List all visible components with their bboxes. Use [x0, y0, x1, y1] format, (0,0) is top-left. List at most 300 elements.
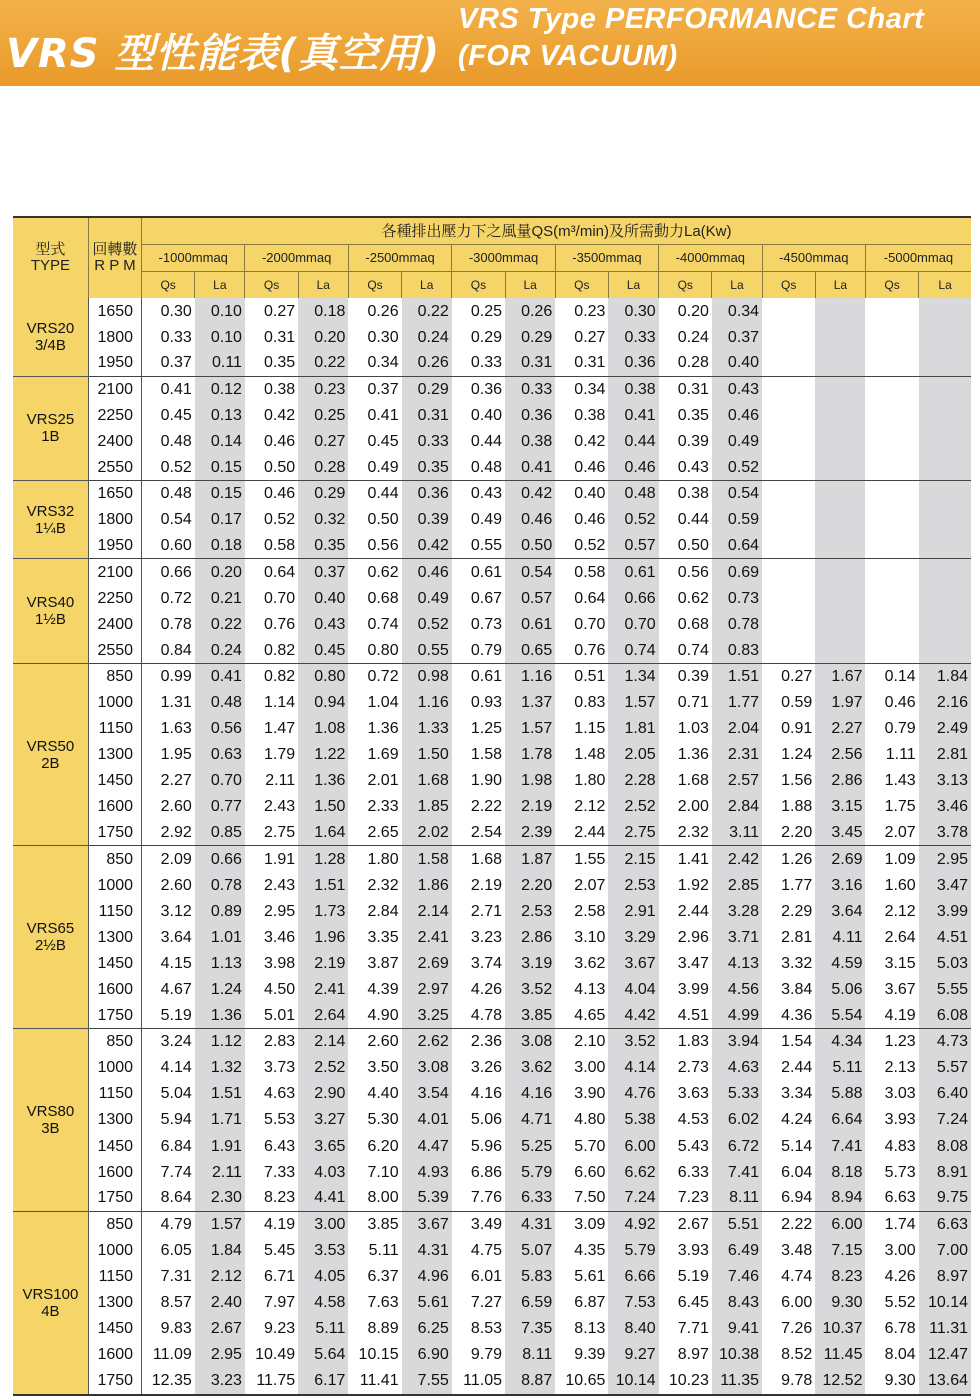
- la-value: 2.64: [298, 1003, 348, 1029]
- la-value: [815, 611, 865, 637]
- qs-value: 2.95: [245, 898, 298, 924]
- rpm-cell: 1650: [88, 298, 141, 324]
- la-value: 7.46: [712, 1263, 762, 1289]
- qs-value: 7.27: [452, 1290, 505, 1316]
- qs-value: 4.39: [348, 976, 401, 1002]
- qs-value: 0.37: [142, 350, 195, 376]
- la-value: 3.52: [608, 1029, 658, 1055]
- la-value: 4.13: [712, 950, 762, 976]
- rpm-cell: 1750: [88, 1003, 141, 1029]
- qs-value: 0.73: [452, 611, 505, 637]
- table-row: [13, 976, 971, 1002]
- table-row: [13, 950, 971, 976]
- la-value: 0.80: [298, 663, 348, 689]
- la-value: 5.07: [505, 1237, 555, 1263]
- table-row: [13, 559, 971, 585]
- la-value: 2.20: [505, 872, 555, 898]
- la-value: 0.24: [402, 324, 452, 350]
- la-value: 1.67: [815, 663, 865, 689]
- table-row: [13, 298, 971, 324]
- qs-value: 1.09: [865, 846, 918, 872]
- qs-value: 6.05: [142, 1237, 195, 1263]
- qs-value: 2.58: [555, 898, 608, 924]
- qs-value: 0.31: [555, 350, 608, 376]
- qs-value: 0.48: [142, 481, 195, 507]
- qs-value: [762, 507, 815, 533]
- qs-value: 7.26: [762, 1316, 815, 1342]
- qs-value: 4.26: [865, 1263, 918, 1289]
- la-value: 0.70: [195, 768, 245, 794]
- la-value: 1.91: [195, 1133, 245, 1159]
- la-value: 1.58: [402, 846, 452, 872]
- table-row: [13, 611, 971, 637]
- header-row-caption: [13, 217, 971, 244]
- model-cell: [13, 376, 88, 480]
- model-size: 1¼B: [34, 519, 66, 537]
- la-value: 8.94: [815, 1185, 865, 1211]
- la-value: 3.54: [402, 1081, 452, 1107]
- qs-value: 2.09: [142, 846, 195, 872]
- qs-value: 3.47: [659, 950, 712, 976]
- la-value: 0.32: [298, 507, 348, 533]
- qs-value: [762, 637, 815, 663]
- qs-value: 1.58: [452, 742, 505, 768]
- qs-value: 3.00: [555, 1055, 608, 1081]
- qs-value: 3.74: [452, 950, 505, 976]
- qs-value: 5.52: [865, 1290, 918, 1316]
- la-value: 4.92: [608, 1211, 658, 1237]
- qs-value: 11.09: [142, 1342, 195, 1368]
- model-name: VRS20: [26, 319, 75, 337]
- la-value: 0.18: [298, 298, 348, 324]
- la-value: 0.74: [608, 637, 658, 663]
- qs-value: 0.58: [555, 559, 608, 585]
- qs-value: 0.38: [659, 481, 712, 507]
- qs-value: 4.79: [142, 1211, 195, 1237]
- table-row: [13, 1003, 971, 1029]
- page-subtitle-en: (FOR VACUUM): [458, 40, 678, 72]
- la-header: La: [402, 271, 452, 298]
- qs-value: 1.36: [348, 716, 401, 742]
- qs-value: 10.49: [245, 1342, 298, 1368]
- qs-value: 4.13: [555, 976, 608, 1002]
- la-value: 2.95: [195, 1342, 245, 1368]
- qs-value: 7.71: [659, 1316, 712, 1342]
- qs-value: 0.68: [659, 611, 712, 637]
- qs-value: 0.50: [245, 455, 298, 481]
- la-value: 4.16: [505, 1081, 555, 1107]
- qs-value: 1.55: [555, 846, 608, 872]
- qs-value: 0.39: [659, 663, 712, 689]
- la-value: 0.41: [195, 663, 245, 689]
- la-value: 1.51: [712, 663, 762, 689]
- la-value: [919, 402, 971, 428]
- qs-value: 0.83: [555, 689, 608, 715]
- model-name: VRS25: [26, 411, 75, 429]
- la-value: 8.11: [505, 1342, 555, 1368]
- rpm-cell: 2400: [88, 611, 141, 637]
- la-value: 0.83: [712, 637, 762, 663]
- la-value: 0.57: [505, 585, 555, 611]
- rpm-cell: 850: [88, 846, 141, 872]
- qs-value: 1.43: [865, 768, 918, 794]
- la-value: 4.05: [298, 1263, 348, 1289]
- la-header: La: [712, 271, 762, 298]
- qs-value: 0.67: [452, 585, 505, 611]
- qs-value: 5.94: [142, 1107, 195, 1133]
- la-value: 3.23: [195, 1368, 245, 1395]
- qs-header: Qs: [762, 271, 815, 298]
- la-value: 0.50: [505, 533, 555, 559]
- qs-value: [762, 324, 815, 350]
- la-value: 5.54: [815, 1003, 865, 1029]
- la-value: [815, 298, 865, 324]
- qs-value: 3.63: [659, 1081, 712, 1107]
- header-row-pressures: [13, 244, 971, 271]
- la-value: 0.29: [505, 324, 555, 350]
- la-value: 6.02: [712, 1107, 762, 1133]
- la-value: 1.34: [608, 663, 658, 689]
- qs-value: 11.41: [348, 1368, 401, 1395]
- la-value: 1.13: [195, 950, 245, 976]
- la-value: 0.41: [608, 402, 658, 428]
- qs-value: 3.35: [348, 924, 401, 950]
- qs-value: 2.27: [142, 768, 195, 794]
- rpm-cell: 850: [88, 1211, 141, 1237]
- table-row: [13, 1055, 971, 1081]
- model-cell: [13, 1029, 88, 1212]
- qs-value: 0.23: [555, 298, 608, 324]
- table-row: [13, 637, 971, 663]
- qs-value: 8.89: [348, 1316, 401, 1342]
- qs-value: 6.04: [762, 1159, 815, 1185]
- la-value: 4.71: [505, 1107, 555, 1133]
- la-value: 2.84: [712, 794, 762, 820]
- model-cell: [13, 663, 88, 846]
- qs-value: 4.50: [245, 976, 298, 1002]
- la-value: [919, 533, 971, 559]
- qs-value: 4.53: [659, 1107, 712, 1133]
- qs-value: 2.64: [865, 924, 918, 950]
- rpm-cell: 1750: [88, 820, 141, 846]
- la-value: [815, 533, 865, 559]
- la-value: 6.08: [919, 1003, 971, 1029]
- qs-value: 2.19: [452, 872, 505, 898]
- la-value: 0.20: [298, 324, 348, 350]
- table-row: [13, 402, 971, 428]
- la-value: 0.89: [195, 898, 245, 924]
- qs-value: 2.92: [142, 820, 195, 846]
- la-value: 0.54: [505, 559, 555, 585]
- qs-value: 2.12: [865, 898, 918, 924]
- la-value: 2.69: [815, 846, 865, 872]
- qs-value: 7.74: [142, 1159, 195, 1185]
- la-value: 5.64: [298, 1342, 348, 1368]
- table-row: [13, 689, 971, 715]
- la-value: 1.98: [505, 768, 555, 794]
- la-value: 3.78: [919, 820, 971, 846]
- la-value: 1.57: [195, 1211, 245, 1237]
- la-value: 5.06: [815, 976, 865, 1002]
- rpm-cell: 1000: [88, 1237, 141, 1263]
- la-value: 0.36: [608, 350, 658, 376]
- qs-value: 6.87: [555, 1290, 608, 1316]
- qs-value: 3.03: [865, 1081, 918, 1107]
- la-value: 0.48: [195, 689, 245, 715]
- la-value: 2.04: [712, 716, 762, 742]
- la-value: 0.61: [505, 611, 555, 637]
- qs-value: 0.79: [865, 716, 918, 742]
- la-value: 0.59: [712, 507, 762, 533]
- la-value: 0.14: [195, 428, 245, 454]
- qs-value: 7.10: [348, 1159, 401, 1185]
- qs-value: 4.26: [452, 976, 505, 1002]
- la-value: 0.66: [608, 585, 658, 611]
- qs-value: 0.74: [659, 637, 712, 663]
- rpm-cell: 1150: [88, 1263, 141, 1289]
- la-value: 2.41: [402, 924, 452, 950]
- page-title-en: VRS Type PERFORMANCE Chart: [458, 3, 925, 35]
- qs-value: 0.38: [245, 376, 298, 402]
- qs-value: 0.93: [452, 689, 505, 715]
- qs-value: [865, 428, 918, 454]
- la-value: 7.55: [402, 1368, 452, 1395]
- la-value: 2.86: [815, 768, 865, 794]
- la-value: 2.81: [919, 742, 971, 768]
- qs-value: 3.15: [865, 950, 918, 976]
- qs-value: 0.50: [348, 507, 401, 533]
- table-row: [13, 1081, 971, 1107]
- qs-value: 2.32: [659, 820, 712, 846]
- qs-value: 0.70: [245, 585, 298, 611]
- qs-value: 0.56: [659, 559, 712, 585]
- la-value: 5.88: [815, 1081, 865, 1107]
- title-banner: [0, 0, 980, 86]
- qs-value: 6.60: [555, 1159, 608, 1185]
- la-value: 2.62: [402, 1029, 452, 1055]
- table-row: [13, 507, 971, 533]
- la-value: 10.38: [712, 1342, 762, 1368]
- la-value: 1.97: [815, 689, 865, 715]
- la-value: 2.53: [608, 872, 658, 898]
- la-value: 1.85: [402, 794, 452, 820]
- pressure-header: -5000mmaq: [865, 244, 971, 271]
- qs-value: 2.36: [452, 1029, 505, 1055]
- qs-value: 8.00: [348, 1185, 401, 1211]
- la-value: 4.31: [505, 1211, 555, 1237]
- qs-value: 0.61: [452, 663, 505, 689]
- la-value: 10.14: [608, 1368, 658, 1395]
- qs-value: 4.15: [142, 950, 195, 976]
- la-value: 0.26: [402, 350, 452, 376]
- qs-value: 0.34: [555, 376, 608, 402]
- la-value: 2.19: [298, 950, 348, 976]
- la-value: [815, 455, 865, 481]
- la-value: 0.12: [195, 376, 245, 402]
- qs-value: 0.52: [142, 455, 195, 481]
- la-value: 0.43: [712, 376, 762, 402]
- pressure-header: -3500mmaq: [555, 244, 658, 271]
- la-value: 6.66: [608, 1263, 658, 1289]
- la-value: 11.35: [712, 1368, 762, 1395]
- la-value: [919, 585, 971, 611]
- la-value: 0.64: [712, 533, 762, 559]
- la-value: [919, 428, 971, 454]
- la-value: 5.55: [919, 976, 971, 1002]
- la-value: 0.73: [712, 585, 762, 611]
- qs-value: 2.60: [348, 1029, 401, 1055]
- la-value: 5.57: [919, 1055, 971, 1081]
- la-value: 2.42: [712, 846, 762, 872]
- la-value: [815, 402, 865, 428]
- la-value: 6.40: [919, 1081, 971, 1107]
- la-value: 1.81: [608, 716, 658, 742]
- type-header-zh: 型式: [35, 241, 66, 258]
- table-row: [13, 924, 971, 950]
- la-value: 6.00: [815, 1211, 865, 1237]
- la-value: 0.20: [195, 559, 245, 585]
- qs-value: 1.75: [865, 794, 918, 820]
- la-value: 5.11: [815, 1055, 865, 1081]
- la-value: 0.13: [195, 402, 245, 428]
- la-value: [919, 455, 971, 481]
- la-value: 4.58: [298, 1290, 348, 1316]
- la-value: 0.46: [505, 507, 555, 533]
- la-value: 1.50: [402, 742, 452, 768]
- qs-value: 0.52: [555, 533, 608, 559]
- la-value: 0.22: [402, 298, 452, 324]
- la-value: 6.72: [712, 1133, 762, 1159]
- qs-value: 1.47: [245, 716, 298, 742]
- la-value: 1.86: [402, 872, 452, 898]
- qs-value: 4.83: [865, 1133, 918, 1159]
- la-value: 4.93: [402, 1159, 452, 1185]
- rpm-cell: 2100: [88, 559, 141, 585]
- la-value: 5.25: [505, 1133, 555, 1159]
- la-value: 1.57: [608, 689, 658, 715]
- la-value: 11.31: [919, 1316, 971, 1342]
- qs-value: 3.24: [142, 1029, 195, 1055]
- table-row: [13, 716, 971, 742]
- qs-value: 1.26: [762, 846, 815, 872]
- qs-value: 0.62: [348, 559, 401, 585]
- table-row: [13, 1029, 971, 1055]
- qs-value: 6.84: [142, 1133, 195, 1159]
- qs-value: [762, 376, 815, 402]
- la-value: 3.15: [815, 794, 865, 820]
- qs-value: 6.45: [659, 1290, 712, 1316]
- table-row: [13, 1368, 971, 1395]
- qs-value: 0.40: [452, 402, 505, 428]
- rpm-cell: 2250: [88, 585, 141, 611]
- la-value: 2.69: [402, 950, 452, 976]
- qs-value: 0.72: [348, 663, 401, 689]
- qs-value: 0.51: [555, 663, 608, 689]
- la-value: 2.05: [608, 742, 658, 768]
- rpm-cell: 850: [88, 663, 141, 689]
- qs-value: 0.72: [142, 585, 195, 611]
- la-value: [815, 585, 865, 611]
- pressure-header: -1000mmaq: [142, 244, 245, 271]
- qs-value: 0.35: [659, 402, 712, 428]
- qs-value: 0.55: [452, 533, 505, 559]
- qs-value: 0.27: [245, 298, 298, 324]
- pressure-header: -3000mmaq: [452, 244, 555, 271]
- la-value: 5.39: [402, 1185, 452, 1211]
- la-value: [919, 298, 971, 324]
- la-value: 0.45: [298, 637, 348, 663]
- qs-value: 12.35: [142, 1368, 195, 1395]
- la-value: 7.35: [505, 1316, 555, 1342]
- rpm-cell: 1450: [88, 950, 141, 976]
- qs-value: [762, 298, 815, 324]
- qs-value: 0.29: [452, 324, 505, 350]
- la-value: 0.78: [712, 611, 762, 637]
- qs-value: 4.67: [142, 976, 195, 1002]
- qs-value: [762, 585, 815, 611]
- la-value: 0.11: [195, 350, 245, 376]
- table-row: [13, 768, 971, 794]
- qs-value: 1.74: [865, 1211, 918, 1237]
- qs-value: 7.31: [142, 1263, 195, 1289]
- qs-value: 10.15: [348, 1342, 401, 1368]
- pressure-header: -4000mmaq: [659, 244, 762, 271]
- qs-value: 2.20: [762, 820, 815, 846]
- la-value: 3.00: [298, 1211, 348, 1237]
- la-value: 0.31: [402, 402, 452, 428]
- la-value: 5.51: [712, 1211, 762, 1237]
- qs-value: 6.00: [762, 1290, 815, 1316]
- la-value: 8.23: [815, 1263, 865, 1289]
- qs-value: 5.73: [865, 1159, 918, 1185]
- la-value: [919, 376, 971, 402]
- la-value: 10.14: [919, 1290, 971, 1316]
- qs-value: [762, 559, 815, 585]
- table-body: [13, 298, 971, 1395]
- qs-value: 0.30: [348, 324, 401, 350]
- rpm-cell: 850: [88, 1029, 141, 1055]
- rpm-cell: 1150: [88, 1081, 141, 1107]
- qs-value: 1.11: [865, 742, 918, 768]
- qs-value: 0.42: [555, 428, 608, 454]
- qs-value: 9.30: [865, 1368, 918, 1395]
- rpm-header: [88, 217, 141, 298]
- qs-value: 0.36: [452, 376, 505, 402]
- qs-value: 2.13: [865, 1055, 918, 1081]
- qs-value: 1.56: [762, 768, 815, 794]
- qs-value: 2.10: [555, 1029, 608, 1055]
- la-value: [919, 637, 971, 663]
- qs-value: 1.24: [762, 742, 815, 768]
- la-value: 11.45: [815, 1342, 865, 1368]
- la-value: 3.27: [298, 1107, 348, 1133]
- qs-value: 0.84: [142, 637, 195, 663]
- rpm-cell: 1800: [88, 324, 141, 350]
- model-size: 3/4B: [34, 336, 66, 354]
- qs-value: 0.76: [245, 611, 298, 637]
- la-value: 2.27: [815, 716, 865, 742]
- la-header: La: [195, 271, 245, 298]
- la-value: [919, 481, 971, 507]
- qs-value: 2.44: [555, 820, 608, 846]
- qs-value: 0.99: [142, 663, 195, 689]
- qs-value: 0.76: [555, 637, 608, 663]
- la-value: 2.91: [608, 898, 658, 924]
- la-value: [919, 611, 971, 637]
- qs-value: 3.99: [659, 976, 712, 1002]
- qs-value: 0.46: [865, 689, 918, 715]
- qs-value: 0.42: [245, 402, 298, 428]
